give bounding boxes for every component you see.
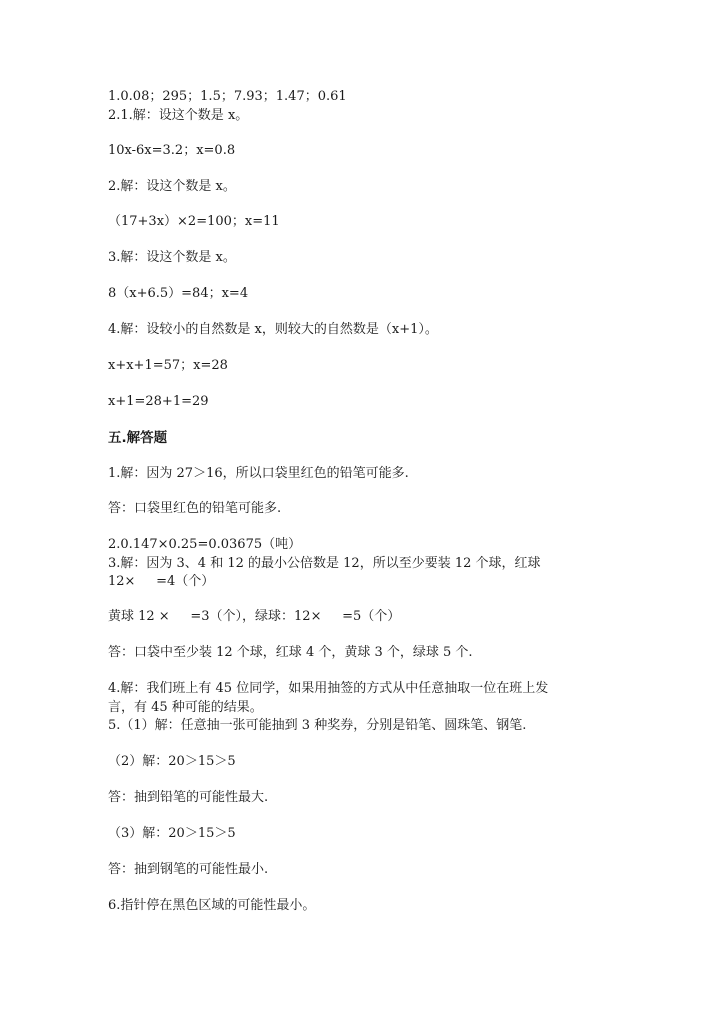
answer-line-12: 答：口袋里红色的铅笔可能多. (108, 501, 282, 516)
answer-line-1: 1.0.08；295；1.5；7.93；1.47；0.61 (108, 89, 347, 104)
answer-line-2: 2.1.解：设这个数是 x。 (108, 108, 249, 123)
answer-line-17: 答：口袋中至少装 12 个球，红球 4 个，黄球 3 个，绿球 5 个. (108, 645, 473, 660)
section-heading: 五.解答题 (108, 430, 168, 446)
answer-line-16: 黄球 12 × =3（个），绿球：12× =5（个） (108, 609, 401, 624)
answer-line-4: 2.解：设这个数是 x。 (108, 179, 236, 194)
answer-line-3: 10x-6x=3.2；x=0.8 (108, 143, 236, 158)
answer-line-24: 答：抽到钢笔的可能性最小. (108, 862, 269, 877)
answer-line-10: x+1=28+1=29 (108, 394, 209, 409)
answer-line-23: （3）解：20＞15＞5 (108, 826, 236, 841)
answer-line-22: 答：抽到铅笔的可能性最大. (108, 790, 269, 805)
answer-line-9: x+x+1=57；x=28 (108, 358, 228, 373)
answer-line-5: （17+3x）×2=100；x=11 (108, 214, 280, 229)
answer-line-7: 8（x+6.5）=84；x=4 (108, 286, 249, 301)
answer-line-11: 1.解：因为 27＞16，所以口袋里红色的铅笔可能多. (108, 466, 409, 481)
answer-line-8: 4.解：设较小的自然数是 x，则较大的自然数是（x+1）。 (108, 322, 438, 337)
answer-line-14: 3.解：因为 3、4 和 12 的最小公倍数是 12，所以至少要装 12 个球，红球 (108, 556, 541, 571)
answer-line-6: 3.解：设这个数是 x。 (108, 250, 236, 265)
answer-line-13: 2.0.147×0.25=0.03675（吨） (108, 537, 302, 552)
answer-line-25: 6.指针停在黑色区域的可能性最小。 (108, 898, 316, 913)
answer-line-20: 5.（1）解：任意抽一张可能抽到 3 种奖券，分别是铅笔、圆珠笔、钢笔. (108, 718, 527, 733)
answer-line-19: 言，有 45 种可能的结果。 (108, 700, 263, 715)
answer-line-15: 12× =4（个） (108, 574, 215, 589)
answer-line-21: （2）解：20＞15＞5 (108, 754, 236, 769)
answer-line-18: 4.解：我们班上有 45 位同学，如果用抽签的方式从中任意抽取一位在班上发 (108, 681, 549, 696)
